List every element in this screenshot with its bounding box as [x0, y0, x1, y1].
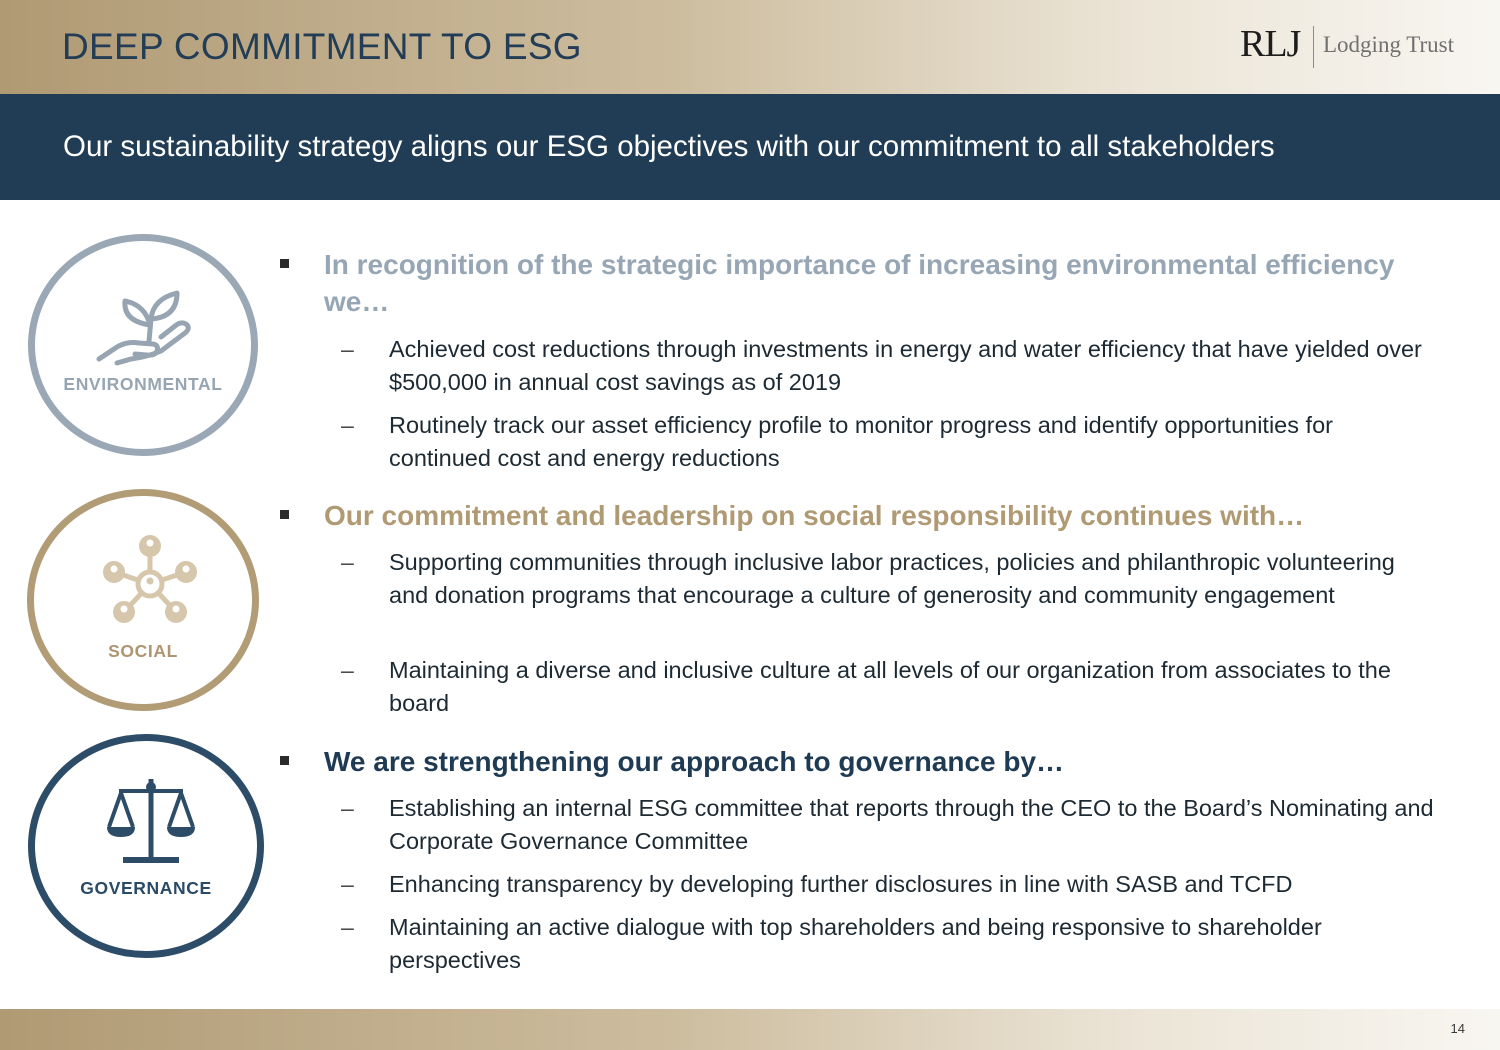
governance-item: Maintaining an active dialogue with top shareholders and being responsive to shareholder perspectives	[389, 914, 1322, 973]
dash-icon: –	[341, 657, 354, 683]
logo-divider	[1313, 26, 1314, 68]
environmental-section	[277, 246, 1457, 476]
environmental-item: Achieved cost reductions through investments in energy and water efficiency that have yielded over $500,000 in annual cost savings as of 2019	[389, 336, 1422, 395]
dash-icon: –	[341, 412, 354, 438]
dash-icon: –	[341, 914, 354, 940]
social-heading: Our commitment and leadership on social responsibility continues with…	[324, 500, 1305, 531]
page-number: 14	[1450, 1021, 1465, 1036]
social-item: Supporting communities through inclusive labor practices, policies and philanthropic volunteering and donation programs that encourage a culture of generosity and community engagement	[389, 549, 1395, 608]
footer-bar	[0, 1009, 1500, 1050]
governance-pillar	[28, 734, 264, 958]
square-bullet-icon	[280, 259, 289, 268]
environmental-item: Routinely track our asset efficiency profile to monitor progress and identify opportunities for continued cost and energy reductions	[389, 412, 1333, 471]
dash-icon: –	[341, 795, 354, 821]
social-item: Maintaining a diverse and inclusive culture at all levels of our organization from associates to the board	[389, 657, 1391, 716]
page-title: DEEP COMMITMENT TO ESG	[62, 26, 582, 67]
people-network-icon	[100, 532, 200, 624]
dash-icon: –	[341, 336, 354, 362]
dash-icon: –	[341, 871, 354, 897]
square-bullet-icon	[280, 756, 289, 765]
social-pillar	[27, 489, 259, 711]
square-bullet-icon	[280, 510, 289, 519]
environmental-heading: In recognition of the strategic importance of increasing environmental efficiency we…	[324, 249, 1395, 317]
subtitle: Our sustainability strategy aligns our ESG objectives with our commitment to all stakeholders	[63, 130, 1275, 163]
dash-icon: –	[341, 549, 354, 575]
governance-item: Enhancing transparency by developing further disclosures in line with SASB and TCFD	[389, 871, 1293, 897]
subtitle-band	[0, 94, 1500, 200]
governance-label: GOVERNANCE	[80, 878, 212, 898]
governance-section	[277, 743, 1457, 983]
environmental-label: ENVIRONMENTAL	[63, 374, 223, 394]
logo-text: Lodging Trust	[1323, 32, 1455, 57]
social-section	[277, 497, 1457, 727]
governance-heading: We are strengthening our approach to governance by…	[324, 746, 1065, 777]
social-label: SOCIAL	[108, 641, 178, 661]
scales-icon	[101, 773, 201, 869]
hand-plant-icon	[91, 281, 201, 371]
governance-item: Establishing an internal ESG committee that reports through the CEO to the Board’s Nominating and Corporate Governance Committee	[389, 795, 1434, 854]
environmental-pillar	[28, 234, 258, 456]
header-bar	[0, 0, 1500, 94]
logo-mark: RLJ	[1240, 23, 1301, 65]
